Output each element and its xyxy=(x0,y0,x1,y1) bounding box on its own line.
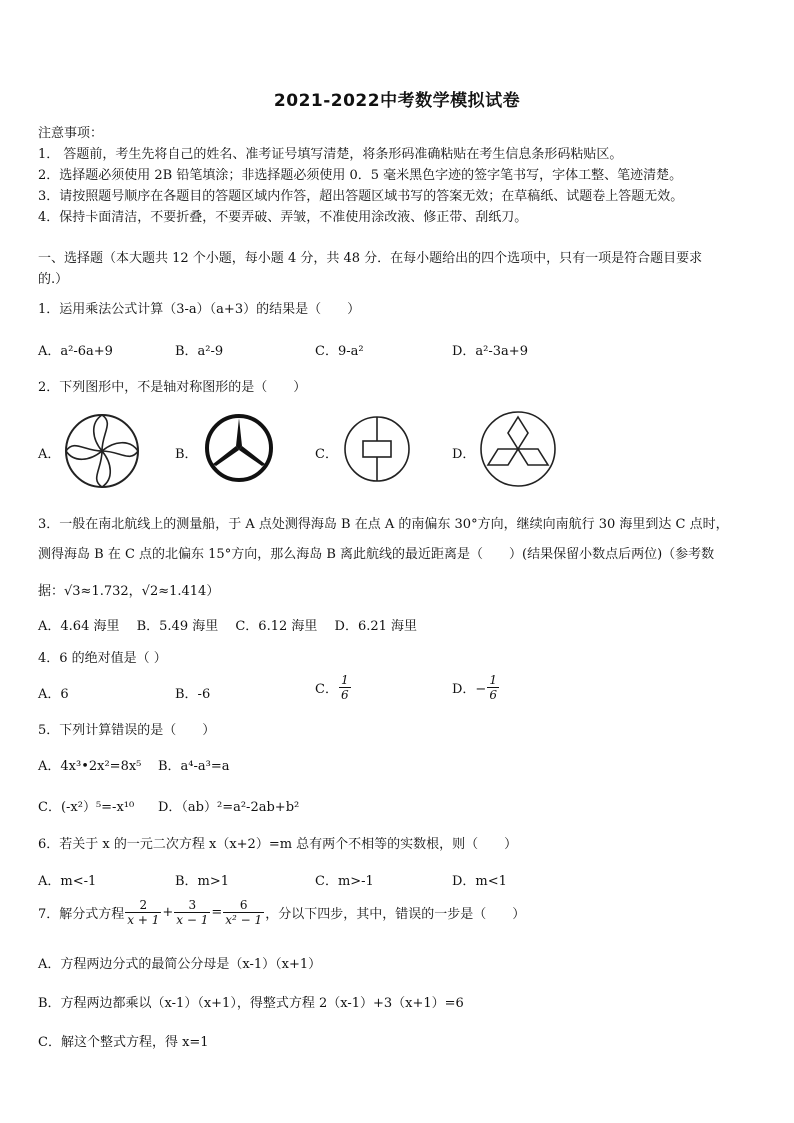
q4-option-c xyxy=(315,673,352,702)
q7-option-c: C．解这个整式方程，得 x=1 xyxy=(38,1035,209,1050)
q7-option-a: A．方程两边分式的最简公分母是（x-1）（x+1） xyxy=(38,957,322,972)
section-heading-line-1: 一、选择题（本大题共 12 个小题，每小题 4 分，共 48 分．在每小题给出的四个选项中，只有一项是符合题目要求 xyxy=(38,251,703,266)
q4-option-c-label: C． xyxy=(315,682,338,697)
notice-item-2: 2．选择题必须使用 2B 铅笔填涂；非选择题必须使用 0．5 毫米黑色字迹的签字笔书写，字体工整、笔迹清楚。 xyxy=(38,168,683,183)
notice-item-4: 4．保持卡面清洁，不要折叠，不要弄破、弄皱，不准使用涂改液、修正带、刮纸刀。 xyxy=(38,210,528,225)
q6-option-b: B．m>1 xyxy=(175,874,230,889)
mercedes-star-icon xyxy=(204,413,274,483)
q4-option-d-denominator: 6 xyxy=(489,688,497,702)
q3-line-2: 测得海岛 B 在 C 点的北偏东 15°方向，那么海岛 B 离此航线的最近距离是（ ）(结果保留小数点后两位)（参考数 xyxy=(38,547,715,562)
pinwheel-circle-icon xyxy=(62,413,142,489)
q2-stem: 2．下列图形中，不是轴对称图形的是（ ） xyxy=(38,380,307,395)
notice-item-3: 3．请按照题号顺序在各题目的答题区域内作答，超出答题区域书写的答案无效；在草稿纸、试题卷上答题无效。 xyxy=(38,189,684,204)
circle-rectangle-icon xyxy=(342,414,412,484)
q2-label-d: D． xyxy=(452,447,476,462)
q4-option-c-fraction xyxy=(339,673,351,702)
q5-option-c: C．(-x²）⁵=-x¹⁰ xyxy=(38,800,135,815)
q7-fraction-2-denominator: x − 1 xyxy=(176,913,209,927)
q1-option-c: C．9-a² xyxy=(315,344,364,359)
q5-option-d: D．（ab）²=a²-2ab+b² xyxy=(158,800,300,815)
q5-option-a: A．4x³•2x²=8x⁵ xyxy=(38,759,142,774)
q3-line-3: 据：√3≈1.732，√2≈1.414） xyxy=(38,584,220,599)
q5-stem: 5．下列计算错误的是（ ） xyxy=(38,723,216,738)
notice-item-1: 1． 答题前，考生先将自己的姓名、准考证号填写清楚，将条形码准确粘贴在考生信息条形码粘贴区。 xyxy=(38,147,623,162)
q7-stem xyxy=(38,898,525,927)
q1-option-d: D．a²-3a+9 xyxy=(452,344,528,359)
q7-fraction-2-numerator: 3 xyxy=(174,898,210,913)
q7-fraction-3-denominator: x² − 1 xyxy=(225,913,263,927)
notice-heading: 注意事项： xyxy=(38,126,104,141)
q7-prefix: 7．解分式方程 xyxy=(38,907,125,922)
q4-option-d-fraction xyxy=(487,673,499,702)
q1-option-b: B．a²-9 xyxy=(175,344,224,359)
q7-fraction-1-denominator: x + 1 xyxy=(127,913,160,927)
q7-plus: + xyxy=(162,905,174,920)
q4-option-c-denominator: 6 xyxy=(340,688,349,702)
q7-equals: = xyxy=(211,905,223,920)
q6-option-d: D．m<1 xyxy=(452,874,507,889)
q4-option-a: A．6 xyxy=(38,687,69,702)
page-title: 2021-2022中考数学模拟试卷 xyxy=(273,91,521,111)
q6-option-a: A．m<-1 xyxy=(38,874,97,889)
q7-fraction-1-numerator: 2 xyxy=(125,898,161,913)
q7-fraction-3-numerator: 6 xyxy=(223,898,264,913)
q4-stem: 4．6 的绝对值是（ ） xyxy=(38,651,167,666)
q5-option-b: B．a⁴-a³=a xyxy=(158,759,230,774)
q7-fraction-2 xyxy=(174,898,210,927)
q4-option-b: B．-6 xyxy=(175,687,211,702)
q4-option-c-numerator: 1 xyxy=(340,673,349,687)
q6-stem: 6．若关于 x 的一元二次方程 x（x+2）=m 总有两个不相等的实数根，则（ ） xyxy=(38,837,518,852)
q4-option-d xyxy=(452,673,500,702)
q2-label-c: C． xyxy=(315,447,338,462)
q3-line-1: 3．一般在南北航线上的测量船，于 A 点处测得海岛 B 在点 A 的南偏东 30°方向，继续向南航行 30 海里到达 C 点时， xyxy=(38,517,729,532)
q7-fraction-1 xyxy=(125,898,161,927)
mitsubishi-diamonds-icon xyxy=(478,409,558,489)
q6-option-c: C．m>-1 xyxy=(315,874,374,889)
q7-suffix: ，分以下四步，其中，错误的一步是（ ） xyxy=(265,907,526,922)
section-heading-line-2: 的.） xyxy=(38,272,69,287)
q7-option-b: B．方程两边都乘以（x-1）（x+1），得整式方程 2（x-1）+3（x+1）=6 xyxy=(38,996,464,1011)
q4-option-d-label: D．− xyxy=(452,682,487,697)
q2-label-b: B． xyxy=(175,447,198,462)
q7-fraction-3 xyxy=(223,898,264,927)
q1-stem: 1．运用乘法公式计算（3-a）（a+3）的结果是（ ） xyxy=(38,302,361,317)
q1-option-a: A．a²-6a+9 xyxy=(38,344,113,359)
q4-option-d-numerator: 1 xyxy=(489,673,497,687)
q3-options: A．4.64 海里 B．5.49 海里 C．6.12 海里 D．6.21 海里 xyxy=(38,619,418,634)
q2-label-a: A． xyxy=(38,447,61,462)
